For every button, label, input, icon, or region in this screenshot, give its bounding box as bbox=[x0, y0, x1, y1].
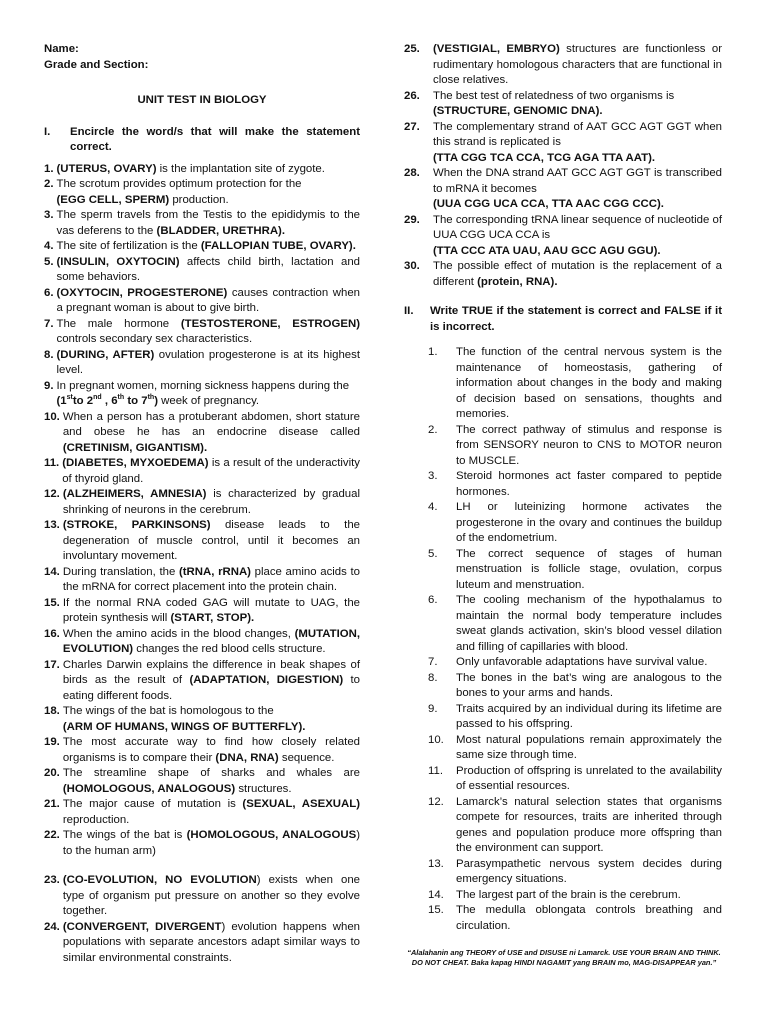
tf-item-text: The bones in the bat’s wing are analogous to the bones to your arms and hands. bbox=[456, 671, 722, 699]
tf-item-number: 10. bbox=[428, 733, 444, 746]
tf-item-text: Most natural populations remain approximately the same size through time. bbox=[456, 733, 722, 761]
tf-item-text: The function of the central nervous system is the maintenance of homeostasis, gathering of information about changes in the body and making of decision based on sensations, thoughts and memories. bbox=[456, 346, 722, 420]
question-21: 21. The major cause of mutation is (SEXUAL, ASEXUAL) reproduction. bbox=[44, 798, 360, 826]
tf-item-text: LH or luteinizing hormone activates the progesterone in the ovary and continues the buildup of the endometrium. bbox=[456, 501, 722, 544]
question-7: 7. The male hormone (TESTOSTERONE, ESTROGEN) controls secondary sex characteristics. bbox=[44, 317, 360, 345]
question-9: 9. In pregnant women, morning sickness happens during the (1stto 2nd , 6th to 7th) week of pregnancy. bbox=[44, 379, 350, 407]
tf-item-text: The largest part of the brain is the cerebrum. bbox=[456, 888, 681, 901]
tf-item-text: Lamarck’s natural selection states that organisms compete for resources, traits are inherited through genes and population produce more offspring than the environment can support. bbox=[456, 795, 722, 854]
tf-item bbox=[426, 702, 722, 733]
tf-item-number: 13. bbox=[428, 857, 444, 870]
name-label: Name: bbox=[44, 43, 79, 55]
tf-item-number: 4. bbox=[428, 501, 438, 513]
tf-item-text: The correct sequence of stages of human menstruation is follicle stage, ovulation, corpus luteum and menstruation. bbox=[456, 547, 722, 591]
tf-item-number: 9. bbox=[428, 702, 438, 715]
grade-section-label: Grade and Section: bbox=[44, 58, 149, 71]
tf-item bbox=[426, 764, 722, 795]
tf-item bbox=[426, 888, 722, 904]
tf-item bbox=[426, 903, 722, 934]
question-19: 19. The most accurate way to find how closely related organisms is to compare their (DNA, RNA) sequence. bbox=[44, 736, 360, 764]
section-2-text: Write TRUE if the statement is correct and FALSE if it is incorrect. bbox=[430, 305, 722, 333]
question-23: 23. (CO-EVOLUTION, NO EVOLUTION) exists when one type of organism put pressure on another so they evolve together. bbox=[44, 874, 360, 917]
tf-item bbox=[426, 423, 722, 470]
tf-item-number: 11. bbox=[428, 764, 443, 777]
tf-item-number: 3. bbox=[428, 470, 438, 482]
question-25: 25. (VESTIGIAL, EMBRYO) structures are functionless or rudimentary homologous characters that are functional in close relatives. bbox=[404, 43, 722, 86]
true-false-list bbox=[426, 345, 722, 934]
tf-item bbox=[426, 795, 722, 857]
question-27: 27. The complementary strand of AAT GCC AGT GGT when this strand is replicated is (TTA CGG TCA CCA, TCG AGA TTA AAT). bbox=[404, 120, 722, 164]
question-26: 26. The best test of relatedness of two organisms is (STRUCTURE, GENOMIC DNA). bbox=[404, 89, 675, 117]
question-12: 12. (ALZHEIMERS, AMNESIA) is characterized by gradual shrinking of neurons in the cerebrum. bbox=[44, 488, 360, 516]
right-column bbox=[404, 42, 722, 934]
question-20: 20. The streamline shape of sharks and whales are (HOMOLOGOUS, ANALOGOUS) structures. bbox=[44, 767, 360, 795]
tf-item-text: Parasympathetic nervous system decides during emergency situations. bbox=[456, 857, 722, 885]
question-4: 4. The site of fertilization is the (FALLOPIAN TUBE, OVARY). bbox=[44, 240, 356, 252]
question-14: 14. During translation, the (tRNA, rRNA) place amino acids to the mRNA for correct placement into the protein chain. bbox=[44, 565, 361, 593]
tf-item bbox=[426, 547, 722, 594]
question-8: 8. (DURING, AFTER) ovulation progesterone is at its highest level. bbox=[44, 348, 361, 376]
tf-item-text: Traits acquired by an individual during its lifetime are passed to his offspring. bbox=[456, 702, 722, 730]
tf-item-number: 5. bbox=[428, 547, 438, 560]
tf-item-number: 1. bbox=[428, 346, 438, 358]
tf-item bbox=[426, 500, 722, 547]
question-30: 30. The possible effect of mutation is the replacement of a different (protein, RNA). bbox=[404, 260, 722, 288]
question-15: 15. If the normal RNA coded GAG will mutate to UAG, the protein synthesis will (START, STOP). bbox=[44, 596, 360, 624]
section-1-numeral: I. bbox=[44, 125, 51, 138]
question-22: 22. The wings of the bat is (HOMOLOGOUS, ANALOGOUS) to the human arm) bbox=[44, 829, 360, 857]
question-11: 11. (DIABETES, MYXOEDEMA) is a result of the underactivity of thyroid gland. bbox=[44, 457, 361, 485]
tf-item bbox=[426, 593, 722, 655]
tf-item bbox=[426, 345, 722, 423]
tf-item-text: Steroid hormones act faster compared to peptide hormones. bbox=[456, 470, 722, 498]
tf-item bbox=[426, 469, 722, 500]
tf-item-number: 6. bbox=[428, 594, 438, 606]
section-1-instruction bbox=[44, 125, 360, 156]
question-28: 28. When the DNA strand AAT GCC AGT GGT is transcribed to mRNA it becomes (UUA CGG UCA CCA, TTA AAC CGG CCC). bbox=[404, 167, 722, 210]
left-column bbox=[44, 42, 360, 966]
question-13: 13. (STROKE, PARKINSONS) disease leads to the degeneration of muscle control, until it becomes an involuntary movement. bbox=[44, 519, 360, 562]
tf-item-number: 8. bbox=[428, 671, 438, 684]
tf-item-number: 15. bbox=[428, 904, 444, 916]
section-2-instruction bbox=[404, 304, 722, 335]
question-6: 6. (OXYTOCIN, PROGESTERONE) causes contraction when a pregnant woman is about to give birth. bbox=[44, 286, 360, 314]
question-16: 16. When the amino acids in the blood changes, (MUTATION, EVOLUTION) changes the red blood cells structure. bbox=[44, 627, 360, 655]
tf-item bbox=[426, 733, 722, 764]
question-17: 17. Charles Darwin explains the difference in beak shapes of birds as the result of (ADAPTATION, DIGESTION) to eating different foods. bbox=[44, 658, 360, 702]
tf-item-text: The correct pathway of stimulus and response is from SENSORY neuron to CNS to MOTOR neuron to MUSCLE. bbox=[456, 423, 722, 467]
tf-item-number: 14. bbox=[428, 888, 444, 901]
tf-item-number: 7. bbox=[428, 656, 438, 668]
tf-item-text: The medulla oblongata controls breathing and circulation. bbox=[456, 904, 722, 932]
section-1-text: Encircle the word/s that will make the statement correct. bbox=[70, 125, 360, 153]
tf-item bbox=[426, 671, 722, 702]
tf-item-number: 2. bbox=[428, 423, 438, 436]
tf-item bbox=[426, 655, 722, 671]
tf-item bbox=[426, 857, 722, 888]
section-2-numeral: II. bbox=[404, 305, 414, 317]
question-29: 29. The corresponding tRNA linear sequence of nucleotide of UUA CGG UCA CCA is (TTA CCC ATA UAU, AAU GCC AGU GGU). bbox=[404, 213, 722, 257]
question-1: 1. (UTERUS, OVARY) is the implantation site of zygote. bbox=[44, 162, 325, 175]
question-2: 2. The scrotum provides optimum protection for the (EGG CELL, SPERM) production. bbox=[44, 178, 302, 206]
question-5: 5. (INSULIN, OXYTOCIN) affects child birth, lactation and some behaviors. bbox=[44, 255, 360, 283]
tf-item-text: Only unfavorable adaptations have survival value. bbox=[456, 656, 708, 668]
footer-note: “Alalahanin ang THEORY of USE and DISUSE ni Lamarck. USE YOUR BRAIN AND THINK. DO NOT CHEAT. Baka kapag HINDI NAGAMIT yang BRAIN mo, MAG-DISAPPEAR yan.” bbox=[407, 948, 721, 967]
question-3: 3. The sperm travels from the Testis to the epididymis to the vas deferens to the (BLADDER, URETHRA). bbox=[44, 209, 360, 237]
question-18: 18. The wings of the bat is homologous to the (ARM OF HUMANS, WINGS OF BUTTERFLY). bbox=[44, 705, 306, 733]
tf-item-text: Production of offspring is unrelated to the availability of essential resources. bbox=[456, 764, 722, 792]
page-title: UNIT TEST IN BIOLOGY bbox=[137, 94, 267, 106]
tf-item-number: 12. bbox=[428, 795, 444, 808]
tf-item-text: The cooling mechanism of the hypothalamus to maintain the normal body temperature includes sweat glands activation, skin’s blood vessel dilation and filling of capillaries with blood. bbox=[456, 594, 722, 653]
question-10: 10. When a person has a protuberant abdomen, short stature and obese he has an endocrine disease called (CRETINISM, GIGANTISM). bbox=[44, 410, 360, 454]
question-24: 24. (CONVERGENT, DIVERGENT) evolution happens when populations with separate ancestors adapt similar ways to similar environmental constraints. bbox=[44, 920, 361, 964]
